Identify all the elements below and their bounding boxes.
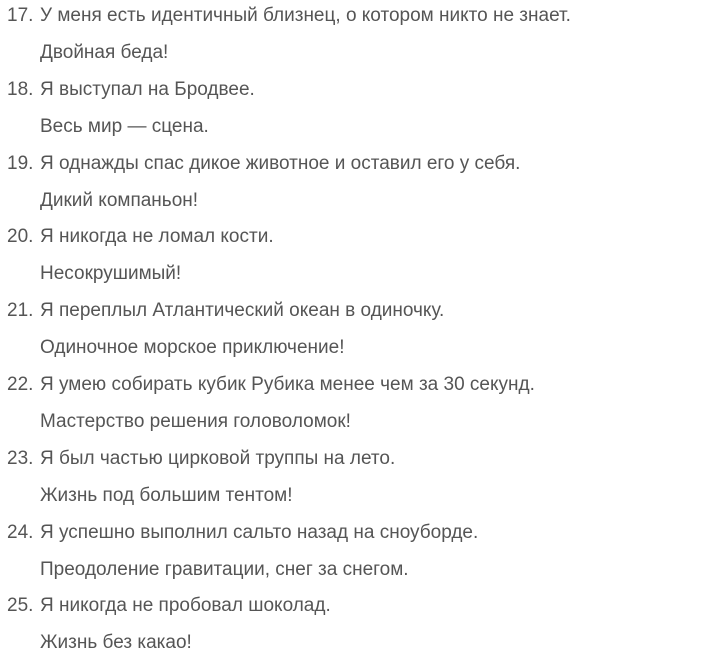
item-caption: Несокрушимый! [40, 263, 182, 285]
list-item [0, 148, 704, 222]
item-number: 21. [7, 300, 34, 322]
list-item [0, 74, 704, 148]
item-statement: Я был частью цирковой труппы на лето. [40, 447, 396, 469]
item-number: 17. [7, 5, 34, 26]
item-caption: Мастерство решения головоломок! [40, 410, 351, 432]
item-number: 20. [7, 226, 34, 248]
item-caption: Преодоление гравитации, снег за снегом. [40, 558, 409, 580]
item-caption: Жизнь без какао! [40, 632, 192, 654]
item-number: 25. [7, 595, 34, 617]
item-caption: Одиночное морское приключение! [40, 337, 345, 359]
item-statement: У меня есть идентичный близнец, о котором никто не знает. [40, 5, 571, 26]
item-number: 23. [7, 447, 34, 469]
item-statement: Я успешно выполнил сальто назад на сноуборде. [40, 521, 479, 543]
item-caption: Дикий компаньон! [40, 189, 199, 211]
list-item [0, 443, 704, 517]
item-statement: Я никогда не пробовал шоколад. [40, 595, 331, 617]
item-statement: Я переплыл Атлантический океан в одиночку. [40, 300, 445, 322]
item-caption: Двойная беда! [40, 42, 169, 63]
item-statement: Я умею собирать кубик Рубика менее чем за 30 секунд. [40, 373, 535, 395]
list-item [0, 0, 704, 74]
item-number: 19. [7, 152, 34, 174]
item-number: 24. [7, 521, 34, 543]
item-caption: Жизнь под большим тентом! [40, 484, 293, 506]
item-statement: Я выступал на Бродвее. [40, 78, 255, 100]
item-number: 18. [7, 78, 34, 100]
list-item [0, 369, 704, 443]
list-item [0, 221, 704, 295]
item-statement: Я однажды спас дикое животное и оставил его у себя. [40, 152, 521, 174]
list-item [0, 590, 704, 664]
list-item [0, 517, 704, 591]
item-statement: Я никогда не ломал кости. [40, 226, 274, 248]
list-item [0, 295, 704, 369]
item-number: 22. [7, 373, 34, 395]
item-caption: Весь мир — сцена. [40, 115, 209, 137]
